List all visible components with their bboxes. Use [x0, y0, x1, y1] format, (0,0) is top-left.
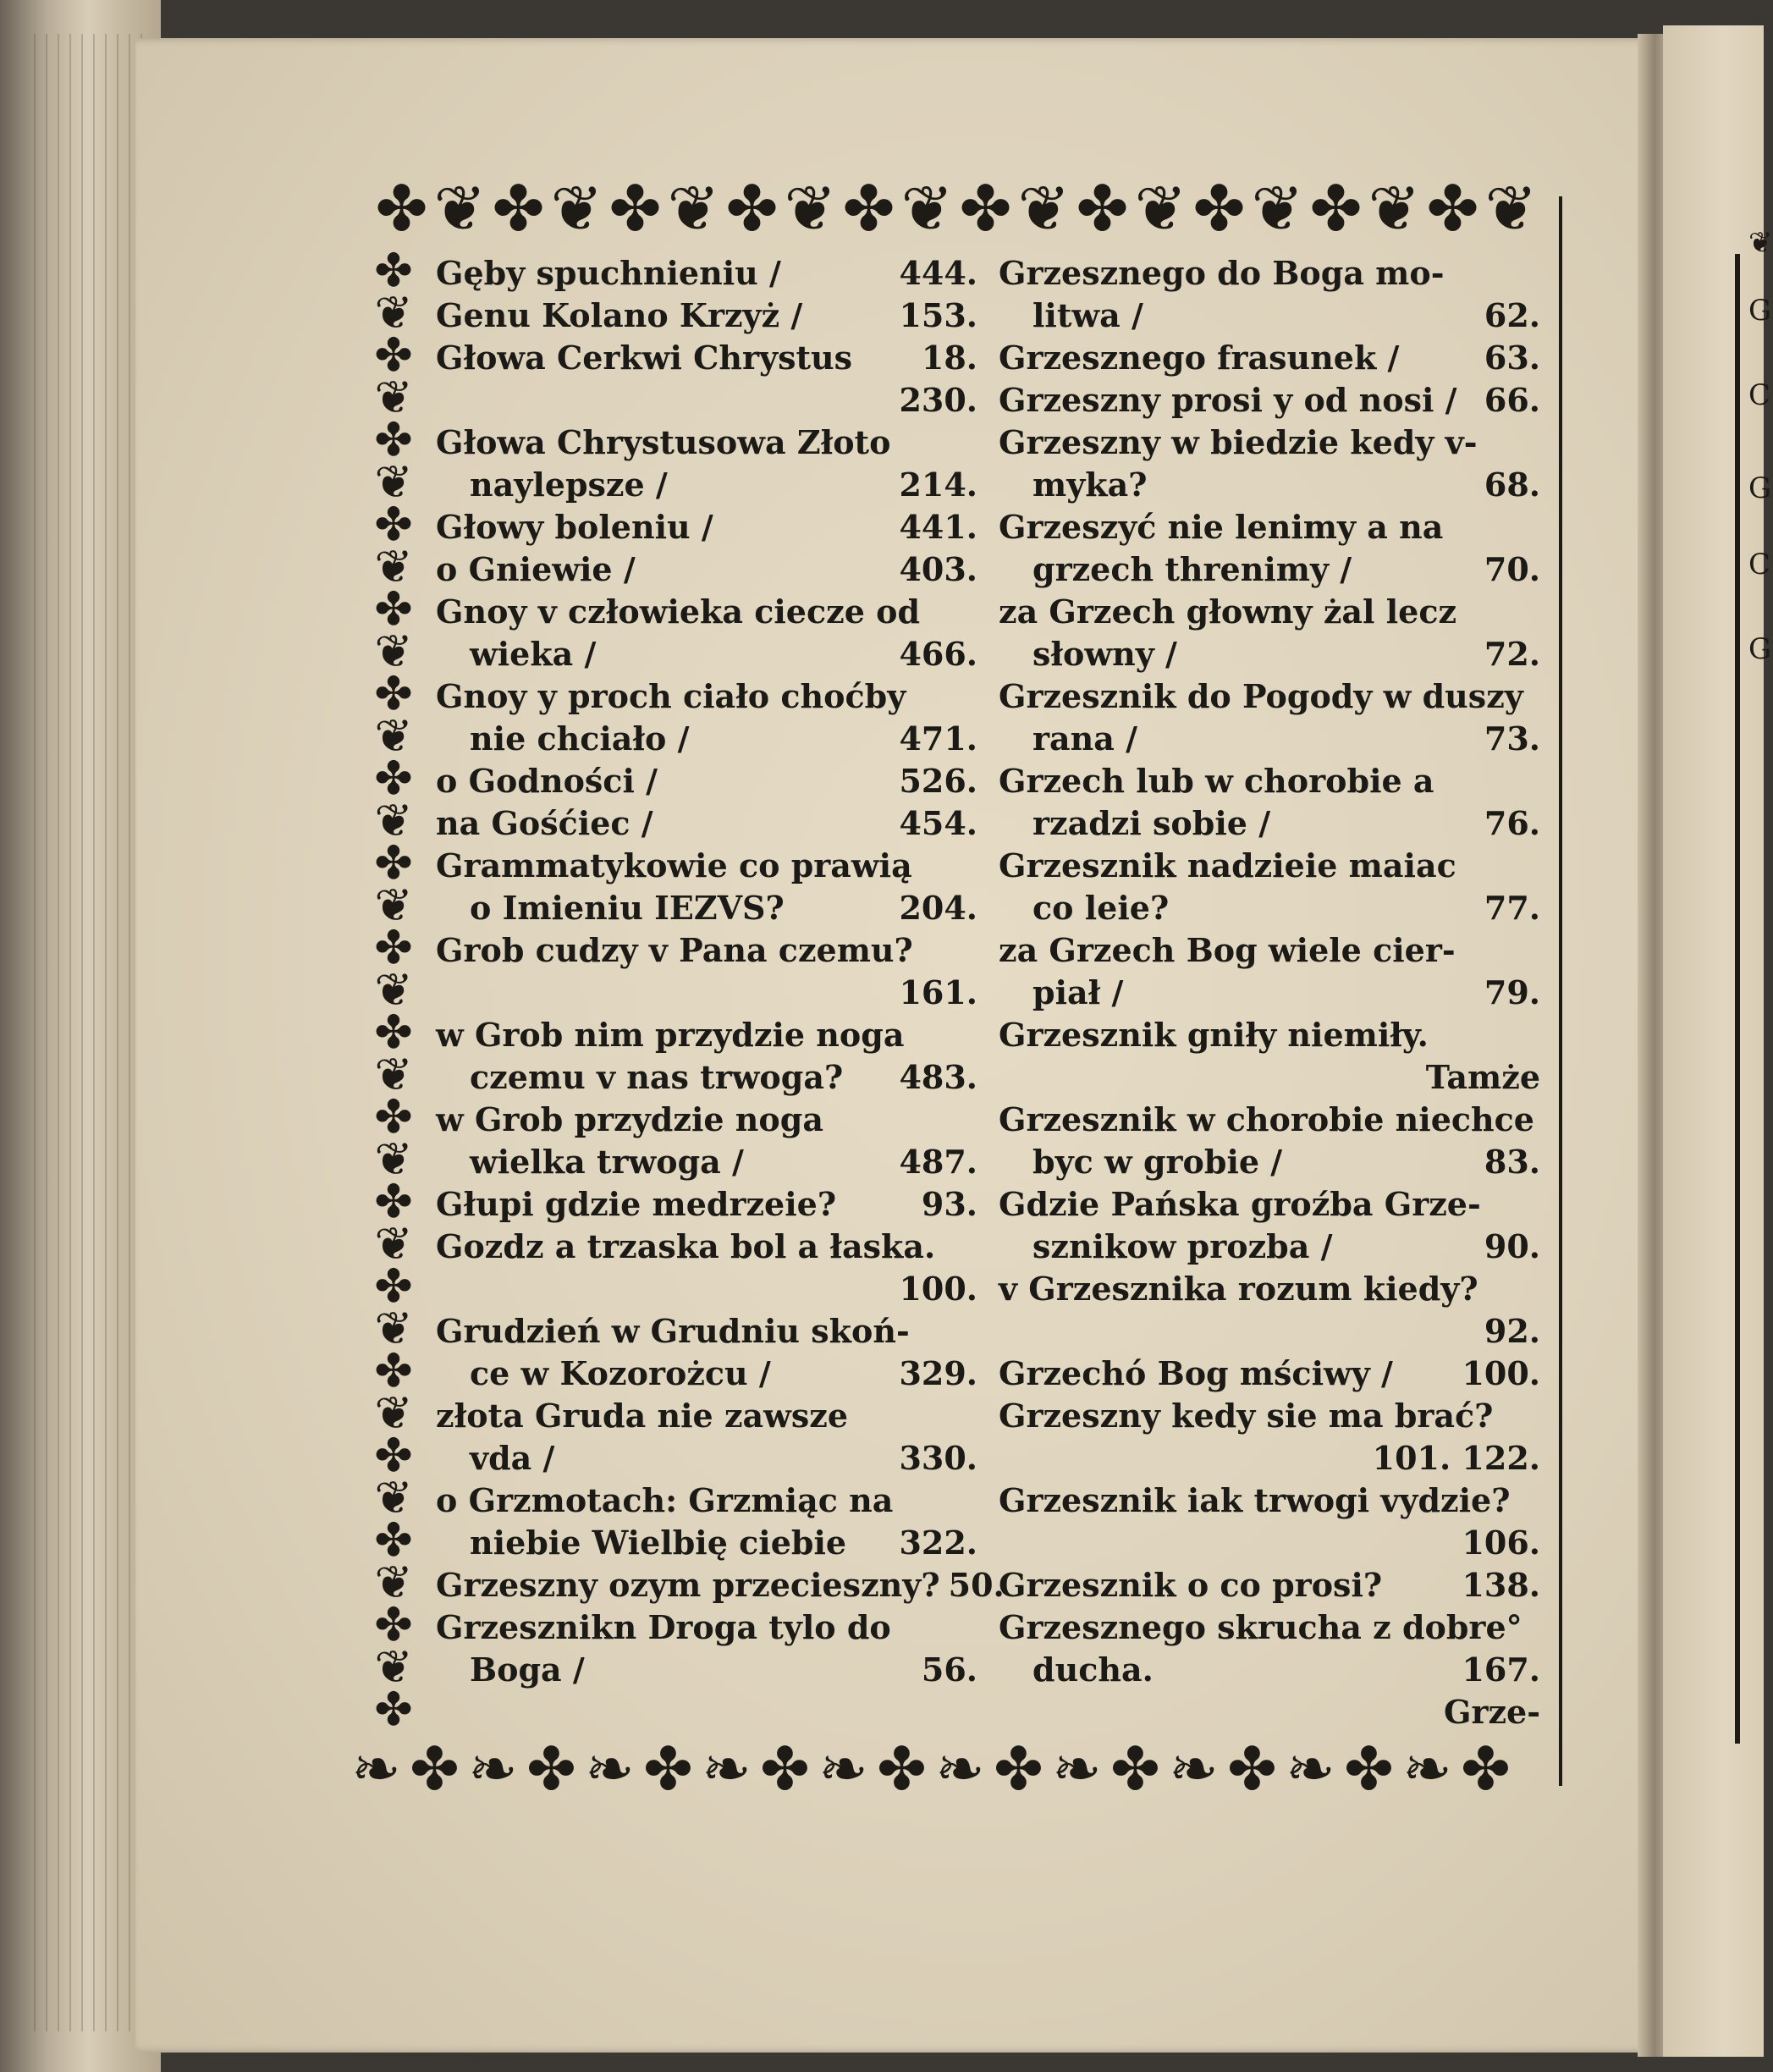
entry-page-number: 322. [899, 1524, 977, 1562]
entry-page-number: Tamże [1425, 1058, 1540, 1096]
index-entry [999, 252, 1540, 295]
fleuron-ornament: ❦ [667, 173, 720, 245]
entry-page-number: 466. [899, 635, 977, 673]
fleuron-ornament: ✤ [1192, 173, 1246, 245]
index-entry [999, 295, 1540, 337]
ornamental-border-left [355, 244, 432, 1736]
entry-text: Grzeszyć nie lenimy a na [999, 508, 1444, 546]
fleuron-ornament: ✤ [374, 1175, 413, 1228]
fleuron-ornament: ✤ [526, 1734, 576, 1804]
fleuron-ornament: ✤ [994, 1734, 1043, 1804]
fleuron-ornament: ✤ [842, 173, 895, 245]
fleuron-ornament: ✤ [1426, 173, 1479, 245]
fleuron-ornament: ✤ [760, 1734, 810, 1804]
entry-text: Grudzień w Grudniu skoń- [436, 1312, 910, 1350]
fleuron-ornament: ✤ [1461, 1734, 1511, 1804]
entry-page-number: 100. [1462, 1354, 1540, 1392]
entry-text: Grzechó Bog mściwy / [999, 1354, 1393, 1392]
ornamental-border-top [372, 169, 1553, 250]
entry-text: rana / [1032, 719, 1138, 758]
fleuron-ornament: ❦ [374, 1386, 413, 1440]
index-entry [436, 760, 977, 802]
entry-text: Grzesznik o co prosi? [999, 1566, 1383, 1604]
index-entry [999, 1226, 1540, 1268]
fleuron-ornament: ✤ [492, 173, 545, 245]
entry-page-number: 18. [921, 339, 977, 377]
index-entry [999, 760, 1540, 802]
fleuron-ornament: ✤ [725, 173, 779, 245]
entry-text: piał / [1032, 973, 1124, 1011]
ornamental-border-bottom [347, 1731, 1528, 1807]
entry-text: Grzesznego skrucha z dobre° [999, 1608, 1522, 1646]
index-entry [436, 1056, 977, 1099]
index-entry [436, 1395, 977, 1437]
entry-page-number: 526. [899, 762, 977, 800]
fleuron-ornament: ✤ [1309, 173, 1363, 245]
index-entry [436, 675, 977, 718]
entry-text: sznikow prozba / [1032, 1227, 1333, 1265]
fleuron-ornament: ❦ [374, 1302, 413, 1355]
index-entry [436, 1606, 977, 1649]
fleuron-ornament: ✤ [1076, 173, 1129, 245]
entry-text: litwa / [1032, 296, 1143, 334]
entry-text: grzech threnimy / [1032, 550, 1352, 588]
fleuron-ornament: ❦ [374, 540, 413, 593]
entry-text: Głowa Cerkwi Chrystus [436, 339, 853, 377]
index-entry [436, 1310, 977, 1353]
index-entry [999, 548, 1540, 591]
fleuron-ornament: ❧ [468, 1734, 518, 1804]
index-entry [436, 718, 977, 760]
fleuron-ornament: ❦ [550, 173, 603, 245]
entry-page-number: 454. [899, 804, 977, 842]
index-entry [999, 1099, 1540, 1141]
fleuron-ornament: ✤ [374, 1429, 413, 1482]
index-entry [436, 1522, 977, 1564]
index-entry [999, 887, 1540, 929]
entry-text: złota Gruda nie zawsze [436, 1397, 849, 1435]
index-entry [999, 337, 1540, 379]
entry-page-number: 63. [1484, 339, 1540, 377]
entry-page-number: 92. [1484, 1312, 1540, 1350]
fleuron-ornament: ✤ [959, 173, 1012, 245]
fleuron-ornament: ❦ [784, 173, 837, 245]
index-entry [999, 1268, 1540, 1310]
index-entry [436, 972, 977, 1014]
entry-text: o Grzmotach: Grzmiąc na [436, 1481, 894, 1519]
fleuron-ornament: ❦ [1017, 173, 1071, 245]
fleuron-ornament: ❦ [900, 173, 954, 245]
entry-page-number: 330. [899, 1439, 977, 1477]
index-entry [999, 422, 1540, 464]
index-entry [999, 591, 1540, 633]
fleuron-ornament: ❦ [374, 1048, 413, 1101]
entry-page-number: 487. [899, 1143, 977, 1181]
fleuron-ornament: ❧ [702, 1734, 752, 1804]
entry-page-number: 329. [899, 1354, 977, 1392]
fleuron-ornament: ❦ [433, 173, 487, 245]
entry-text: Głowa Chrystusowa Złoto [436, 423, 891, 461]
fleuron-ornament: ✤ [1227, 1734, 1277, 1804]
entry-page-number: 214. [899, 466, 977, 504]
fleuron-ornament: ✤ [374, 752, 413, 805]
entry-page-number: 68. [1484, 466, 1540, 504]
entry-text: o Gniewie / [436, 550, 636, 588]
entry-page-number: 90. [1484, 1227, 1540, 1265]
entry-text: ce w Kozorożcu / [470, 1354, 771, 1392]
entry-text: v Grzesznika rozum kiedy? [999, 1270, 1478, 1308]
entry-text: o Godności / [436, 762, 658, 800]
index-entry [436, 591, 977, 633]
fleuron-ornament: ❦ [374, 794, 413, 847]
entry-text: Grzeszny prosi y od nosi / [999, 381, 1457, 419]
fleuron-ornament: ❦ [1134, 173, 1187, 245]
entry-text: naylepsze / [470, 466, 668, 504]
entry-text: nie chciało / [470, 719, 690, 758]
index-entry [436, 548, 977, 591]
fleuron-ornament: ❦ [1368, 173, 1421, 245]
entry-text: Grzesznikn Droga tylo do [436, 1608, 891, 1646]
fleuron-ornament: ❧ [1402, 1734, 1452, 1804]
facing-page-letter: G [1748, 471, 1772, 505]
facing-page-letter: G [1748, 632, 1772, 666]
index-column-right [999, 252, 1540, 1733]
entry-page-number: 50. [948, 1566, 1005, 1604]
entry-text: w Grob nim przydzie noga [436, 1016, 905, 1054]
index-entry [999, 1183, 1540, 1226]
entry-text: Grzeszny kedy sie ma brać? [999, 1397, 1494, 1435]
fleuron-ornament: ❧ [818, 1734, 868, 1804]
entry-page-number: 72. [1484, 635, 1540, 673]
index-entry [999, 1649, 1540, 1691]
entry-text: co leie? [1032, 889, 1170, 927]
entry-page-number: 230. [899, 381, 977, 419]
entry-text: Grzesznik w chorobie niechce [999, 1100, 1534, 1138]
fleuron-ornament: ✤ [1344, 1734, 1394, 1804]
fleuron-ornament: ❦ [374, 1640, 413, 1694]
index-entry [436, 845, 977, 887]
fleuron-ornament: ❦ [374, 1556, 413, 1609]
entry-text: Grzesznik gniły niemiły. [999, 1016, 1429, 1054]
facing-page-letter: C [1748, 378, 1771, 412]
facing-page-border [1735, 254, 1740, 1744]
entry-text: Grob cudzy v Pana czemu? [436, 931, 913, 969]
entry-text: Gęby spuchnieniu / [436, 254, 781, 292]
index-entry [999, 1395, 1540, 1437]
entry-text: Głupi gdzie medrzeie? [436, 1185, 837, 1223]
index-column-left [436, 252, 1005, 1691]
fleuron-ornament: ✤ [374, 1513, 413, 1567]
entry-text: Grzesznik nadzieie maiac [999, 846, 1456, 884]
entry-page-number: 70. [1484, 550, 1540, 588]
entry-text: za Grzech Bog wiele cier- [999, 931, 1456, 969]
entry-text: słowny / [1032, 635, 1177, 673]
entry-page-number: Grze- [1444, 1693, 1540, 1731]
index-entry [999, 1056, 1540, 1099]
fleuron-ornament: ✤ [374, 413, 413, 466]
entry-text: Głowy boleniu / [436, 508, 713, 546]
fleuron-ornament: ❦ [374, 455, 413, 509]
index-entry [436, 379, 977, 422]
fleuron-ornament: ✤ [374, 667, 413, 720]
fleuron-ornament: ✤ [608, 173, 662, 245]
index-entry [999, 379, 1540, 422]
entry-text: o Imieniu IEZVS? [470, 889, 785, 927]
entry-text: Gozdz a trzaska bol a łaska. [436, 1227, 936, 1265]
entry-text: Grzesznik do Pogody w duszy [999, 677, 1523, 715]
entry-page-number: 483. [899, 1058, 977, 1096]
fleuron-ornament: ✤ [1110, 1734, 1160, 1804]
fleuron-ornament: ❦ [374, 286, 413, 339]
fleuron-ornament: ❦ [374, 963, 413, 1017]
facing-page [1663, 25, 1773, 2057]
index-entry [436, 633, 977, 675]
fleuron-ornament: ✤ [374, 582, 413, 636]
fleuron-ornament: ❧ [935, 1734, 985, 1804]
fleuron-ornament: ✤ [374, 244, 413, 297]
fleuron-ornament: ❧ [1052, 1734, 1102, 1804]
index-entry [436, 1437, 977, 1480]
index-entry [999, 675, 1540, 718]
fleuron-ornament: ❦ [374, 1132, 413, 1186]
page-edge-lines [34, 34, 144, 2031]
index-entry [999, 718, 1540, 760]
entry-text: Gnoy v człowieka ciecze od [436, 592, 921, 631]
entry-text: na Gośćiec / [436, 804, 653, 842]
entry-page-number: 403. [899, 550, 977, 588]
index-entry [999, 972, 1540, 1014]
entry-page-number: 79. [1484, 973, 1540, 1011]
index-entry [436, 1141, 977, 1183]
entry-page-number: 106. [1462, 1524, 1540, 1562]
index-entry [436, 1480, 977, 1522]
entry-page-number: 101. 122. [1372, 1439, 1540, 1477]
fleuron-ornament: ❦ [374, 1217, 413, 1270]
entry-text: vda / [470, 1439, 555, 1477]
index-entry [999, 1480, 1540, 1522]
index-entry [436, 464, 977, 506]
index-entry [999, 1310, 1540, 1353]
entry-page-number: 444. [899, 254, 977, 292]
entry-text: wieka / [470, 635, 597, 673]
entry-page-number: 66. [1484, 381, 1540, 419]
index-entry [436, 337, 977, 379]
entry-text: Grzeszny ozym przecieszny? [436, 1566, 940, 1604]
fleuron-ornament: ❦ [374, 879, 413, 932]
index-entry [436, 1268, 977, 1310]
entry-page-number: 77. [1484, 889, 1540, 927]
index-entry [436, 1099, 977, 1141]
fleuron-ornament: ✤ [374, 1344, 413, 1397]
entry-text: Genu Kolano Krzyż / [436, 296, 803, 334]
index-entry [999, 1437, 1540, 1480]
index-entry [999, 506, 1540, 548]
facing-page-letter: G [1748, 294, 1772, 328]
index-entry [999, 802, 1540, 845]
fleuron-ornament: ❧ [1169, 1734, 1219, 1804]
index-entry [436, 1014, 977, 1056]
index-entry [436, 1649, 977, 1691]
facing-page-ornament: ❦ [1748, 226, 1773, 260]
entry-text: za Grzech głowny żal lecz [999, 592, 1457, 631]
index-entry [999, 464, 1540, 506]
fleuron-ornament: ✤ [374, 498, 413, 551]
entry-text: Grammatykowie co prawią [436, 846, 912, 884]
frame-rule-right [1559, 196, 1562, 1786]
entry-text: w Grob przydzie noga [436, 1100, 823, 1138]
index-entry [999, 1522, 1540, 1564]
fleuron-ornament: ✤ [374, 1006, 413, 1059]
index-entry [436, 802, 977, 845]
fleuron-ornament: ✤ [643, 1734, 693, 1804]
fleuron-ornament: ✤ [374, 1598, 413, 1651]
entry-page-number: 471. [899, 719, 977, 758]
entry-text: czemu v nas trwoga? [470, 1058, 844, 1096]
entry-text: Grzeszny w biedzie kedy v- [999, 423, 1478, 461]
entry-text: wielka trwoga / [470, 1143, 744, 1181]
entry-page-number: 204. [899, 889, 977, 927]
fleuron-ornament: ✤ [374, 921, 413, 974]
entry-page-number: 83. [1484, 1143, 1540, 1181]
entry-page-number: 73. [1484, 719, 1540, 758]
index-entry [999, 1353, 1540, 1395]
entry-text: Gdzie Pańska groźba Grze- [999, 1185, 1481, 1223]
index-entry [436, 252, 977, 295]
index-entry [999, 929, 1540, 972]
fleuron-ornament: ✤ [374, 1683, 413, 1736]
entry-page-number: 100. [899, 1270, 977, 1308]
entry-page-number: 56. [921, 1650, 977, 1689]
fleuron-ornament: ❦ [374, 1471, 413, 1524]
entry-page-number: 138. [1462, 1566, 1540, 1604]
entry-text: niebie Wielbię ciebie [470, 1524, 847, 1562]
index-entry [999, 633, 1540, 675]
fleuron-ornament: ❦ [374, 709, 413, 763]
entry-text: Boga / [470, 1650, 585, 1689]
fleuron-ornament: ❦ [1251, 173, 1304, 245]
fleuron-ornament: ✤ [374, 1090, 413, 1143]
entry-text: rzadzi sobie / [1032, 804, 1271, 842]
index-entry [999, 1606, 1540, 1649]
entry-text: Grzech lub w chorobie a [999, 762, 1434, 800]
entry-text: Grzesznego frasunek / [999, 339, 1400, 377]
entry-text: ducha. [1032, 1650, 1154, 1689]
index-entry [999, 1141, 1540, 1183]
entry-text: myka? [1032, 466, 1148, 504]
entry-page-number: 161. [899, 973, 977, 1011]
fleuron-ornament: ✤ [410, 1734, 460, 1804]
index-entry [999, 1691, 1540, 1733]
fleuron-ornament: ✤ [877, 1734, 927, 1804]
entry-page-number: 93. [921, 1185, 977, 1223]
index-entry [436, 887, 977, 929]
index-entry [436, 1353, 977, 1395]
fleuron-ornament: ❧ [585, 1734, 635, 1804]
fleuron-ornament: ✤ [375, 173, 428, 245]
entry-page-number: 441. [899, 508, 977, 546]
fleuron-ornament: ❧ [351, 1734, 401, 1804]
entry-text: Gnoy y proch ciało choćby [436, 677, 906, 715]
entry-text: Grzesznego do Boga mo- [999, 254, 1445, 292]
fleuron-ornament: ❧ [1286, 1734, 1335, 1804]
entry-page-number: 62. [1484, 296, 1540, 334]
entry-text: Grzesznik iak trwogi vydzie? [999, 1481, 1511, 1519]
index-entry [436, 1564, 1005, 1606]
index-entry [999, 1014, 1540, 1056]
index-entry [999, 845, 1540, 887]
index-entry [436, 422, 977, 464]
entry-text: byc w grobie / [1032, 1143, 1283, 1181]
fleuron-ornament: ❦ [1484, 173, 1538, 245]
facing-page-letter: C [1748, 548, 1771, 581]
index-entry [436, 295, 977, 337]
index-entry [436, 1183, 977, 1226]
fleuron-ornament: ❦ [374, 625, 413, 678]
index-entry [436, 929, 977, 972]
fleuron-ornament: ✤ [374, 836, 413, 890]
fleuron-ornament: ✤ [374, 328, 413, 382]
index-entry [999, 1564, 1540, 1606]
entry-page-number: 167. [1462, 1650, 1540, 1689]
fleuron-ornament: ✤ [374, 1259, 413, 1313]
entry-page-number: 76. [1484, 804, 1540, 842]
fleuron-ornament: ❦ [374, 371, 413, 424]
entry-page-number: 153. [899, 296, 977, 334]
index-entry [436, 506, 977, 548]
index-entry [436, 1226, 977, 1268]
